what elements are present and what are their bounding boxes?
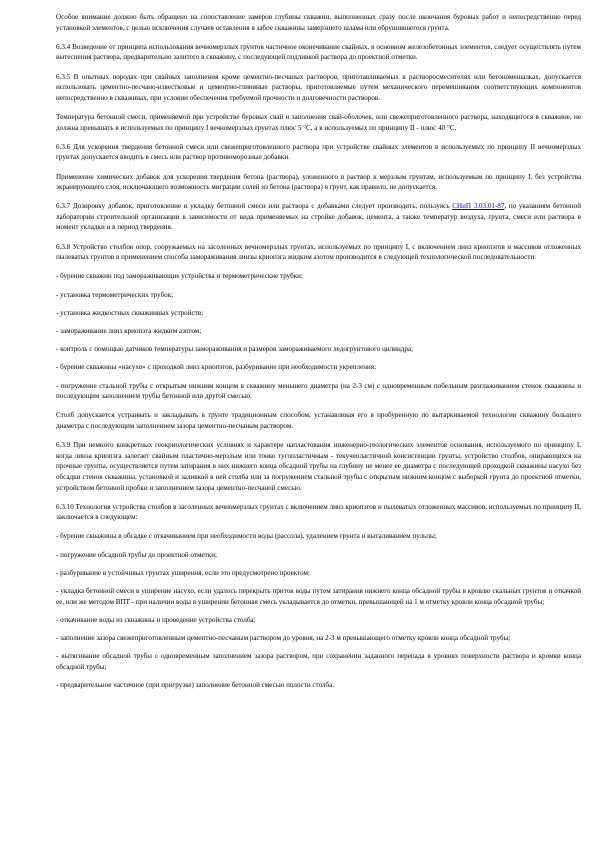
list-item: - погружение стальной трубы с открытым нижним концом в скважину меньшего диаметра (на 2-3 см) с одновременным побельным разглаживанием стенок скважины и последующим заполнением трубы бетонной или другой смесью.: [56, 381, 581, 401]
paragraph-chemical-additives: Применение химических добавок для ускорения твердения бетона (раствора), уложенного в раствор к мерзлым грунтам, используемым по принципу I, без устройства экранирующего слоя, исключающего возможность миграции солей из бетона (раствора) в грунт, как правило, не допускается.: [56, 172, 581, 192]
paragraph-temperature: Температура бетонной смеси, применяемой при устройстве буровых свай и заполнения свай-оболочек, или свежеприготовленного раствора, находящегося в скважине, не должна превышать в используемых по принципу I вечномерзлых грунтах плюс 5 °С, а в используемых по принципу II - плюс 40 °С.: [56, 112, 581, 132]
paragraph-traditional-method: Столб допускается устраивать и закладывать в грунте традиционным способом, устанавливая его в пробуренную по вытаркиваемой технологии скважину большего диаметра с последующим заполнением зазора цементно-песчаным раствором.: [56, 411, 581, 430]
list-item: - установка жидкостных скважинных устройств;: [56, 308, 204, 317]
list-item: - погружение обсадной трубы до проектной отметки;: [56, 550, 217, 559]
paragraph-6-3-10: 6.3.10 Технология устройства столбов в засоленных вечномерзлых грунтах с включением линз криопэгов и пылеватых отложенных массивов, используемых по принципу II, заключается в следующем:: [56, 502, 581, 522]
list-item: - заполнение зазора свежеприготовленным цементно-песчаным раствором до уровня, на 2-3 м превышающего отметку кровли конца обсадной трубы;: [56, 634, 511, 642]
paragraph-6-3-9: 6.3.9 При немного конкретных геокриологических условиях и характере напластования инженерно-геологических элементов основания, используемого по принципу I, когда линза криопэга залегает свайным пластично-мерзлым или тонко тугопластичным - текучепластичной консистенции грунты, устройство столбов, опирающихся на прочные грунты, осуществляется путем затирания в них нижнего конца обсадной трубы на глубину не менее ее диаметра с последующей проходкой скважины насухо без обсадки стенок скважины, установкой и заливкой в ней столба или за погружением стальной трубы с открытым нижним концом с выборкой грунта до проектной отметки, устройством бетонной пробки и заполнением зазора цементно-песчаной смесью.: [56, 441, 581, 492]
paragraph-6-3-4: 6.3.4 Возведение от принципа использования вечномерзлых грунтов частичное оконечивание свайных, в основном железобетонных элементов, следует осуществлять путем вытеснения раствора, предварительно залитого в скважину, с последующей подливкой раствора до проектной отметки.: [56, 42, 581, 62]
paragraph-6-3-7-start: 6.3.7 Дозировку добавок, приготовление и укладку бетонной смеси или раствора с добавками следует производить, пользуясь: [56, 202, 453, 211]
list-item: - разбуривание в устойчивых грунтах уширения, если это предусмотрено проектом;: [56, 568, 310, 577]
list-item: - бурение скважины в обсадке с откачиванием при необходимости воды (рассола), удалением грунта и выталиванием пульпы;: [56, 532, 437, 541]
list-item: - установка термометрических трубок;: [56, 290, 174, 299]
list-item: - замораживание линз криопэга жидким азотом;: [56, 327, 202, 335]
paragraph-intro: Особое внимание должно быть обращено на сопоставление замеров глубины скважин, выполненных сразу после окончания буровых работ и непосредственно перед установкой элементов, с целью исключения случаев оставления в забое скважины замерзшего шлама или обрушившегося грунта.: [56, 13, 581, 32]
list-item: - откачивание воды из скважины и проведение устройства столба;: [56, 615, 256, 624]
snip-link[interactable]: СНиП 3.03.01-87: [452, 202, 505, 211]
list-item: - бурение скважины «насухо» с проходкой линз криопэгов, разбуривание при необходимости укрепления;: [56, 363, 377, 372]
paragraph-6-3-5: 6.3.5 В опытных породах при свайных заполнения кроме цементно-песчаных растворов, приготавливаемых в растворосмесителях или бетономешалках, допускается использовать цементно-песчано-известковые и цементно-глиняные растворы, приготовляемые путем механического перемешивания соответствующих компонентов непосредственно в скважинах, при условии обеспечения требуемой прочности и долговечности растворов.: [56, 72, 581, 102]
list-item: - контроль с помощью датчиков температуры замораживания и размеров замораживаемого ледогрунтового цилиндра;: [56, 345, 414, 354]
paragraph-6-3-6: 6.3.6 Для ускорения твердения бетонной смеси или свежеприготовленного раствора при устройстве свайных элементов в используемых по принципу II вечномерзлых грунтах допускается вводить в смесь или раствор противоморозные добавки.: [56, 142, 581, 162]
paragraph-6-3-7: [56, 201, 581, 233]
paragraph-6-3-8: 6.3.8 Устройство столбов опор, сооружаемых на засоленных вечномерзлых грунтах, используемых по принципу I, с включением линз криопэгов и массивов отложенных пылеватых грунтов в применением способа замораживания линзы криопэга жидким азотом производится в следующей технологической последовательности:: [56, 242, 581, 262]
paragraph-6-3-7-end: , по указаниям бетонной лаборатории строительной организации в зависимости от вида применяемых на стройке добавок, цемента, а также температур воздуха, грунта, смеси или раствора в момент укладки и в период твердения.: [56, 202, 581, 232]
list-item: - бурение скважин под замораживающие устройства и термометрические трубки;: [56, 272, 303, 281]
list-item: - укладка бетонной смеси в уширение насухо, если удалось перекрыть приток воды путем затирания нижнего конца обсадной трубы в кровлю скальных грунтов и откачкой ее, или же методом ВПТ - при наличии воды в уширении бетонная смесь укладывается до отметки, превышающей на 1 м отметку кровли конца обсадной трубы;: [56, 587, 581, 606]
list-item: - вытягивание обсадной трубы с одновременным заполнением зазора раствором, при сохранении заданного перепада в уровнях поверхности раствора и кромки конца обсадной трубы;: [56, 652, 581, 671]
list-item: - предварительное частичное (при пригрузке) заполнение бетонной смесью полости столба.: [56, 680, 335, 689]
